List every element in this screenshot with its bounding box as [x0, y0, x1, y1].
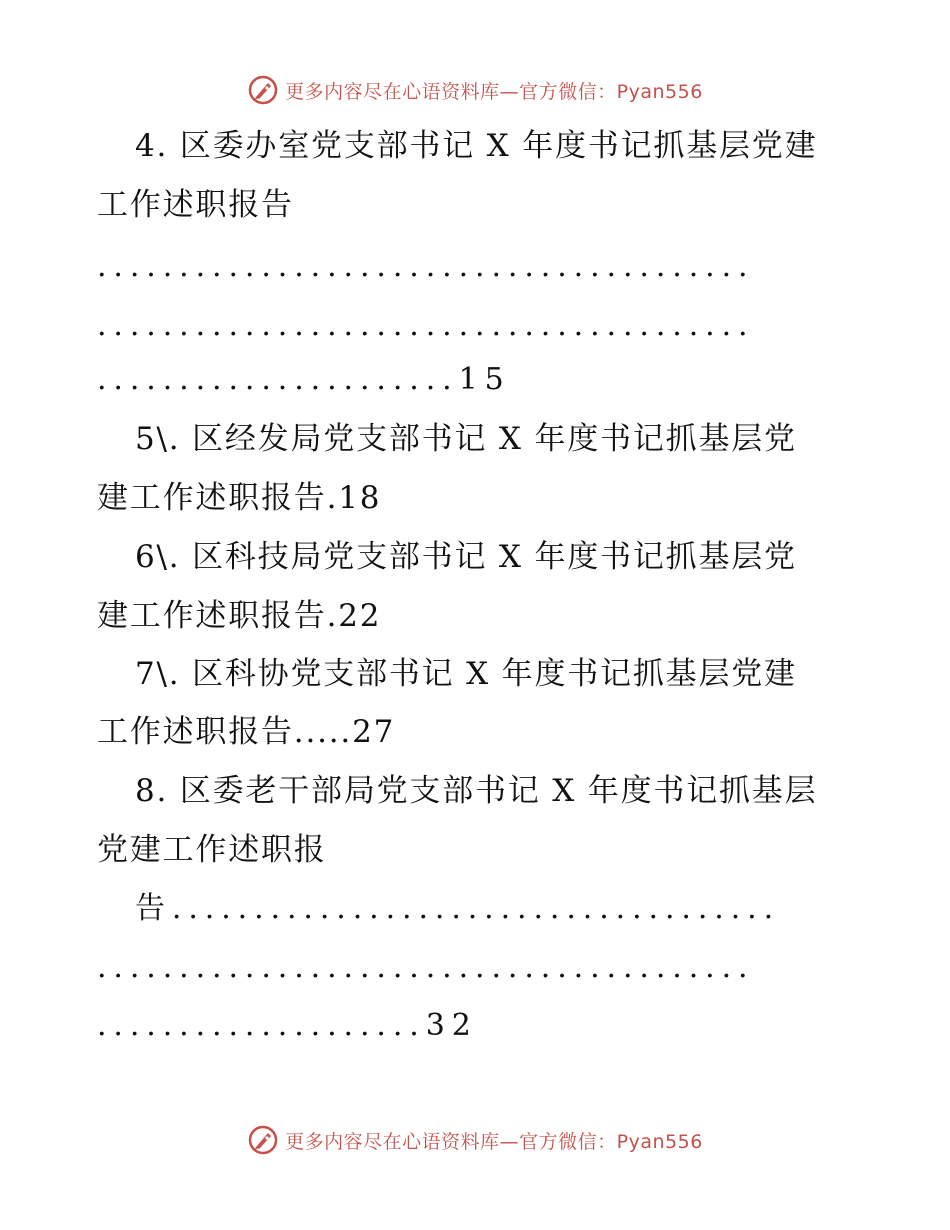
toc-entry-4-line-2: 工作述职报告: [97, 187, 294, 223]
toc-entry-5-line-2: 建工作述职报告.18: [97, 480, 382, 516]
watermark-banner-top: [0, 70, 950, 110]
toc-leader-dots: ........................................: [97, 249, 755, 284]
toc-entry-6-line-1: 6\. 区科技局党支部书记 X 年度书记抓基层党: [135, 539, 797, 575]
watermark-banner-bottom: [0, 1120, 950, 1160]
pen-nib-logo-icon: [247, 1124, 279, 1156]
watermark-text: 更多内容尽在心语资料库—官方微信：Pyan556: [285, 80, 703, 103]
toc-entry-6-line-2: 建工作述职报告.22: [97, 598, 382, 634]
watermark-text: 更多内容尽在心语资料库—官方微信：Pyan556: [285, 1130, 703, 1153]
toc-entry-5-line-1: 5\. 区经发局党支部书记 X 年度书记抓基层党: [135, 421, 797, 457]
toc-entry-7-line-1: 7\. 区科协党支部书记 X 年度书记抓基层党建: [135, 656, 797, 692]
toc-entry-8-page: ....................32: [97, 1008, 478, 1043]
toc-leader-dots: ........................................: [97, 950, 755, 985]
toc-entry-4-line-1: 4. 区委办室党支部书记 X 年度书记抓基层党建: [135, 128, 818, 164]
toc-entry-8-line-3: 告.....................................: [135, 891, 781, 926]
toc-entry-7-line-2: 工作述职报告.....27: [97, 714, 396, 750]
toc-leader-dots: ........................................: [97, 308, 755, 343]
toc-entry-8-line-1: 8. 区委老干部局党支部书记 X 年度书记抓基层: [135, 773, 818, 809]
toc-entry-4-page: ......................15: [97, 362, 511, 397]
toc-entry-8-line-2: 党建工作述职报: [97, 832, 327, 868]
pen-nib-logo-icon: [247, 74, 279, 106]
